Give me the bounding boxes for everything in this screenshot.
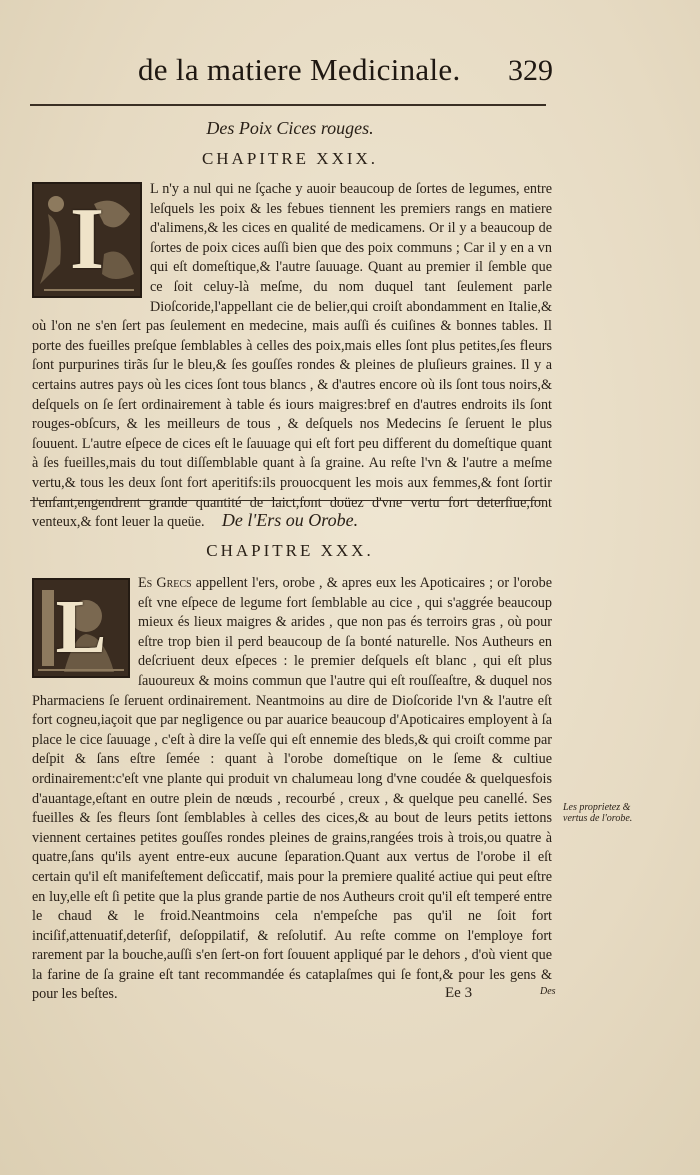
header-rule: [30, 104, 546, 106]
initial-letter-l: L: [55, 585, 107, 670]
section-title-ers-orobe: De l'Ers ou Orobe.: [221, 510, 359, 530]
chapter-xxix-text: [32, 180, 552, 533]
chapter-heading-xxx: CHAPITRE XXX.: [206, 541, 374, 560]
margin-note: Les proprietez & vertus de l'orobe.: [563, 802, 633, 824]
running-title: de la matiere Medicinale.: [138, 52, 461, 87]
running-head: [0, 52, 700, 92]
woodcut-initial-l: [32, 578, 130, 678]
chapter-xxx-text: [32, 574, 552, 1005]
signature-mark: Ee 3: [445, 985, 473, 1001]
lead-words: Es Grecs: [138, 575, 192, 591]
initial-letter-i: I: [69, 191, 105, 289]
chapter-xxx-body: appellent l'ers, orobe , & apres eux les Apoticaires ; or l'orobe eſt vne eſpece de legume fort ſemblable au cice , qui s'aggrée beaucoup mieux és lieux maigres & arides , que non pas és terroirs gras , où pour eſtre trop bien il perd beaucoup de ſa bonté naturelle. Nos Autheurs en deſcriuent deux eſpeces : le premier deſquels eſt blanc , qui eſt plus ſauoureux & moins commun que l'autre qui eſt rouſſeaſtre, & duquel nos Pharmaciens ſe ſeruent ordinairement. Neantmoins au dire de Dioſcoride l'vn & l'autre eſt fort cogneu,iaçoit que par negligence ou par auarice beaucoup d'Apoticaires employent à ſa place le cice ſauuage , c'eſt à dire la veſſe qui eſt ennemie des bleds,& qui croiſt comme par deſpit & ſans eſtre ſemée : quant à l'orobe domeſtique on le ſeme & cultiue ordinairement:c'eſt vne plante qui produit vn chalumeau long d'vne coudée & quelquesfois d'auantage,eſtant en outre plein de nœuds , recourbé , creux , & quelque peu canellé. Ses fueilles & ſes fleurs ſont ſemblables à celles des cices,& au bout de leurs petits iettons viennent certaines petites gouſſes rondes pleines de grains,rangées trois à trois,ou quatre à quatre,ſans qu'ils ayent entre-eux aucune ſeparation.Quant aux vertus de l'orobe il eſt certain qu'il eſt manifeſtement deſiccatif, mais pour la premiere qualité actiue qui peut eſtre en luy,elle eſt ſi petite que la plus grande partie de nos Autheurs croit qu'il eſt temperé entre le chaud & le froid.Neantmoins cela n'empeſche pas qu'il ne ſoit fort inciſif,attenuatif,deterſif, deſoppilatif, & reſolutif. Au reſte comme on l'employe fort rarement par la bouche,auſſi s'en ſert-on fort ſouuent appliqué par le dehors , d'où vient que la farine de ſa graine eſt tant recommandée és cataplaſmes qui ſe font,& pour les gens & pour les beſtes.: [32, 575, 553, 1003]
section-title-poix-cices: Des Poix Cices rouges.: [206, 118, 374, 138]
page-number: 329: [508, 54, 553, 87]
woodcut-initial-i: [32, 182, 142, 298]
section-divider-rule: [30, 500, 546, 501]
catchword: Des: [540, 986, 556, 997]
chapter-xxix-paragraph: L n'y a nul qui ne ſçache y auoir beaucoup de ſortes de legumes, entre leſquels les poix & les febues tiennent les premiers rangs en matiere d'alimens,& les cices en qualité de medicamens. Or il y a beaucoup de ſortes de poix cices auſſi bien que des poix communs ; Car il y en a vn qui eſt domeſtique,& l'autre ſauuage. Quant au premier il ſemble que ce ſoit celuy-là meſme, du nom duquel tant ſeulement parle Dioſcoride,l'appellant cie de belier,qui croiſt abondamment en Italie,& où l'on ne s'en ſert pas ſeulement en medecine, mais auſſi és cuiſines & bonnes tables. Il porte des fueilles preſque ſemblables à celles des poix,mais elles ſont plus petites,ſes fleurs ſont purpurines tirãs ſur le bleu,& ſes gouſſes rondes & pleines de pluſieurs graines. Il y a certains autres pays où les cices ſont tous blancs , & d'autres encore où ils ſont tous noirs,& deſquels on ſe ſert ordinairement à table és iours maigres:bref en d'autres endroits ils ſont rouges-obſcurs, & les meilleurs de tous , & deſquels nos Medecins ſe ſeruent le plus ſouuent. L'autre eſpece de cices eſt le ſauuage qui eſt fort peu different du domeſtique quant à ſes fueilles,mais du tout diſſemblable quant à ſa graine. Au reſte l'vn & l'autre a meſme vertu,& tous les deux ſont fort aperitifs:ils prouocquent les mois aux femmes,& font ſortir l'enfant,engendrent grande quantité de laict,ſont doüez d'vne vertu fort deterſiue,ſont venteux,& font leuer la queüe.: [32, 181, 552, 531]
chapter-heading-xxix: CHAPITRE XXIX.: [201, 149, 379, 168]
